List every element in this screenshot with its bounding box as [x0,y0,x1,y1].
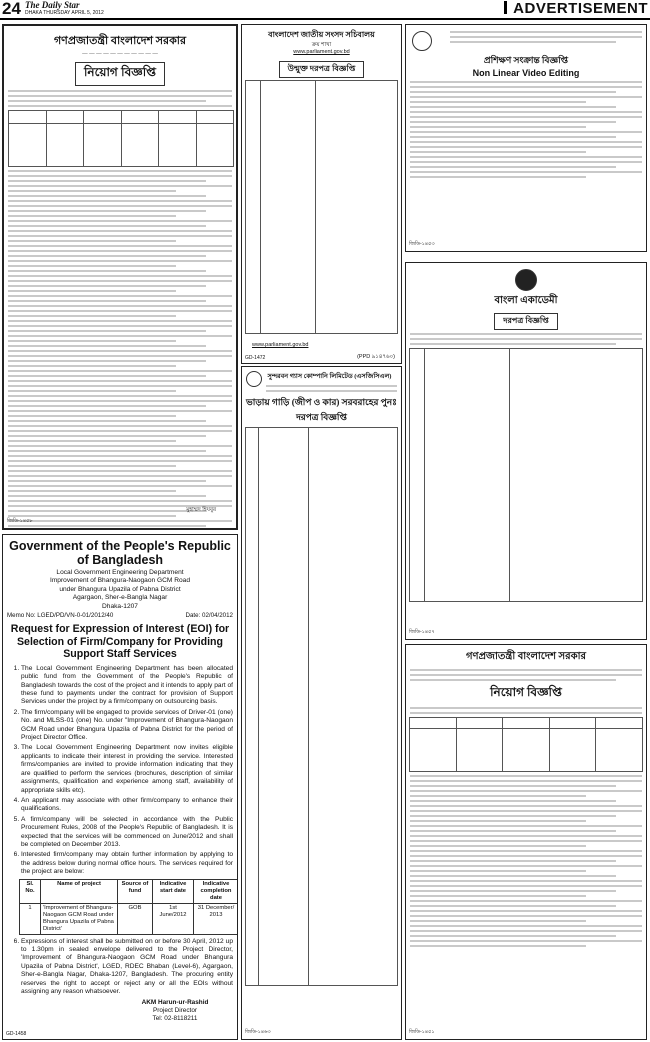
table-cell: 'Improvement of Bhangura-Naogaon GCM Road under Bhangura Upazila of Pabna District' [41,903,118,934]
gas-logo-icon [246,371,262,387]
ad-parl-title: উন্মুক্ত দরপত্র বিজ্ঞপ্তি [279,61,365,78]
ad-gas-org: সুন্দরবন গ্যাস কোম্পানি লিমিটেড (এসজিসিএল) [267,373,392,380]
eoi-sign-title: Project Director [152,1007,198,1015]
eoi-date: Date: 02/04/2012 [185,612,233,620]
ad-ref: জিডি-১৪৫৮ [7,518,33,524]
ad-parl-ref: GD-1472 [245,355,266,361]
ad-gas-title: ভাড়ায় গাড়ি (জীপ ও কার) সরবরাহের পুনঃ দরপত্র বিজ্ঞপ্তি [246,397,397,422]
ad-br-gov: গণপ্রজাতন্ত্রী বাংলাদেশ সরকার [465,651,587,662]
ad-gas-address [262,385,401,392]
eoi-gov-heading [7,539,233,567]
eoi-sign-name: AKM Harun-ur-Rashid [141,999,209,1007]
ad-recruitment-bottom-right [405,644,647,1040]
eoi-address1: Agargaon, Sher-e-Bangla Nagar [72,594,168,602]
page-number: 24 [2,0,21,18]
ad-parliament-tender [241,24,402,364]
ad-gas-ref: জিডি-১৪৬৩ [245,1029,271,1035]
ad-video-subtitle: Non Linear Video Editing [472,68,580,78]
ad-signatory: মুহাম্মদ হিযবুর [186,507,216,513]
ad-br-intro [406,707,646,714]
paper-name: The Daily Star [25,0,80,10]
table-cell: 31 December/ 2013 [194,903,239,934]
ad-academy-ref: জিডি-১৪৫৭ [409,629,435,635]
eoi-item: 4. An applicant may associate with other firm/company to enhance their qualifications. [21,797,233,814]
ad-parl-url: www.parliament.gov.bd [293,49,350,55]
ad-video-header [446,31,646,43]
ad-parl-branch: ক্রয় শাখা [311,42,332,48]
ad-br-conditions [406,775,646,947]
masthead [0,0,650,20]
ad-lged-eoi [2,534,238,1040]
eoi-ref: GD-1458 [6,1031,27,1037]
eoi-item: 6. Expressions of interest shall be submitted on or before 30 April, 2012 up to 1.30pm in sealed envelope delivered to the Project Director, 'Improvement of Bhangura-Naogaon GCM Road under Bhangura Upazila of Pabna District', LGED, RDEC Bhaban (Level-6), Agargaon, Sher-e-Bangla Nagar, Dhaka-1207, Bangladesh. The procuring entity reserves the right to accept or reject any or all the EOIs without assigning any reason whatsoever. [21,938,233,997]
table-cell: GOB [118,903,153,934]
table-cell: 1 [20,903,41,934]
ad-gas-vehicle-rental [241,366,402,1040]
eoi-project-table [19,879,238,935]
ad-position-table [8,110,234,167]
table-header: Name of project [41,879,118,903]
eoi-memo: Memo No: LGED/PD/VN-0-01/2012/40 [7,612,114,620]
ad-bangla-academy [405,262,647,640]
ad-academy-org: বাংলা একাডেমী [494,295,558,306]
ad-video-ref: জিডি-১৪৫৩ [409,241,435,247]
section-bar [504,1,507,14]
ad-academy-intro [406,333,646,345]
ad-dept-lines: — — — — — — — — — — — [82,51,158,57]
ad-conditions-text [4,170,236,530]
ad-body-text [4,90,236,107]
ad-academy-title: দরপত্র বিজ্ঞপ্তি [494,313,557,330]
table-header: Indicative completion date [194,879,239,903]
table-header: Indicative start date [153,879,194,903]
eoi-items [7,665,233,877]
ad-parl-ref2: (PPD ৯১৪৭৬০) [357,354,395,360]
eoi-title: Request for Expression of Interest (EOI) for Selection of Firm/Company for Providing Support Staff Services [10,623,230,661]
table-header: Source of fund [118,879,153,903]
section-label: ADVERTISEMENT [513,0,648,17]
eoi-gov-line2: of Bangladesh [76,553,164,567]
ad-video-training [405,24,647,252]
ad-video-title: প্রশিক্ষণ সংক্রান্ত বিজ্ঞপ্তি [483,55,569,65]
ad-title: নিয়োগ বিজ্ঞপ্তি [75,62,165,86]
ad-recruitment-top-left [2,24,238,530]
eoi-upazila: under Bhangura Upazila of Pabna District [59,585,181,593]
ad-academy-table [409,348,643,602]
ad-br-dept [406,669,646,681]
academy-logo-icon [515,269,537,291]
govt-seal-icon [412,31,432,51]
eoi-item: 1. The Local Government Engineering Department has been allocated public fund from the Government of the People's Republic of Bangladesh towards the cost of the project and it intends to apply part of these fund to payments under the contract for provision of Support Services under the project by a firm/company on outsourcing basis. [21,665,233,707]
eoi-dept: Local Government Engineering Department [56,569,184,576]
eoi-gov-line1: Government of the People's Republic [9,539,231,553]
eoi-item: 5. A firm/company will be selected in accordance with the Public Procurement Rules, 2008 of the People's Republic of Bangladesh. It is expected that the services will be commenced on June/2012 and shall be completed on December 2013. [21,816,233,850]
ad-gas-table [245,427,398,986]
ad-parl-url2: www.parliament.gov.bd [252,342,309,348]
table-header: Sl. No. [20,879,41,903]
eoi-address2: Dhaka-1207 [102,602,138,610]
ad-parl-table [245,80,398,334]
eoi-item: 6. Interested firm/company may obtain further information by applying to the address below during normal office hours. The services required for the project are below: [21,851,233,876]
eoi-project: Improvement of Bhangura-Naogaon GCM Road [49,577,190,585]
ad-video-body [406,81,646,178]
ad-br-title: নিয়োগ বিজ্ঞপ্তি [490,685,562,699]
ad-parl-org: বাংলাদেশ জাতীয় সংসদ সচিবালয় [268,30,375,39]
table-cell: 1st June/2012 [153,903,194,934]
eoi-items-cont [7,938,233,997]
eoi-item: 3. The Local Government Engineering Department now invites eligible applicants to indicate their interest in providing the service. Interested firms/companies are invited to provide information indicating that they are qualified to perform the services (brochures, description of similar assignments, qualification and experience among staff, availability of appropriate skills etc). [21,744,233,794]
table-row [20,903,239,934]
ad-br-ref: জিডি-১৪৫১ [409,1029,435,1035]
eoi-sign-tel: Tel: 02-8118211 [152,1015,198,1023]
dateline: DHAKA THURSDAY APRIL 5, 2012 [25,10,104,16]
ad-gov-heading: গণপ্রজাতন্ত্রী বাংলাদেশ সরকার [53,35,187,47]
eoi-item: 2. The firm/company will be engaged to provide services of Driver-01 (one) No. and MLSS-01 (one) No. under "Improvement of Bhangura-Naogaon GCM Road under Bhangura Upazila of Pabna District for the period of Project Director Office. [21,709,233,743]
ad-br-table [409,717,643,772]
section-heading [504,0,648,18]
